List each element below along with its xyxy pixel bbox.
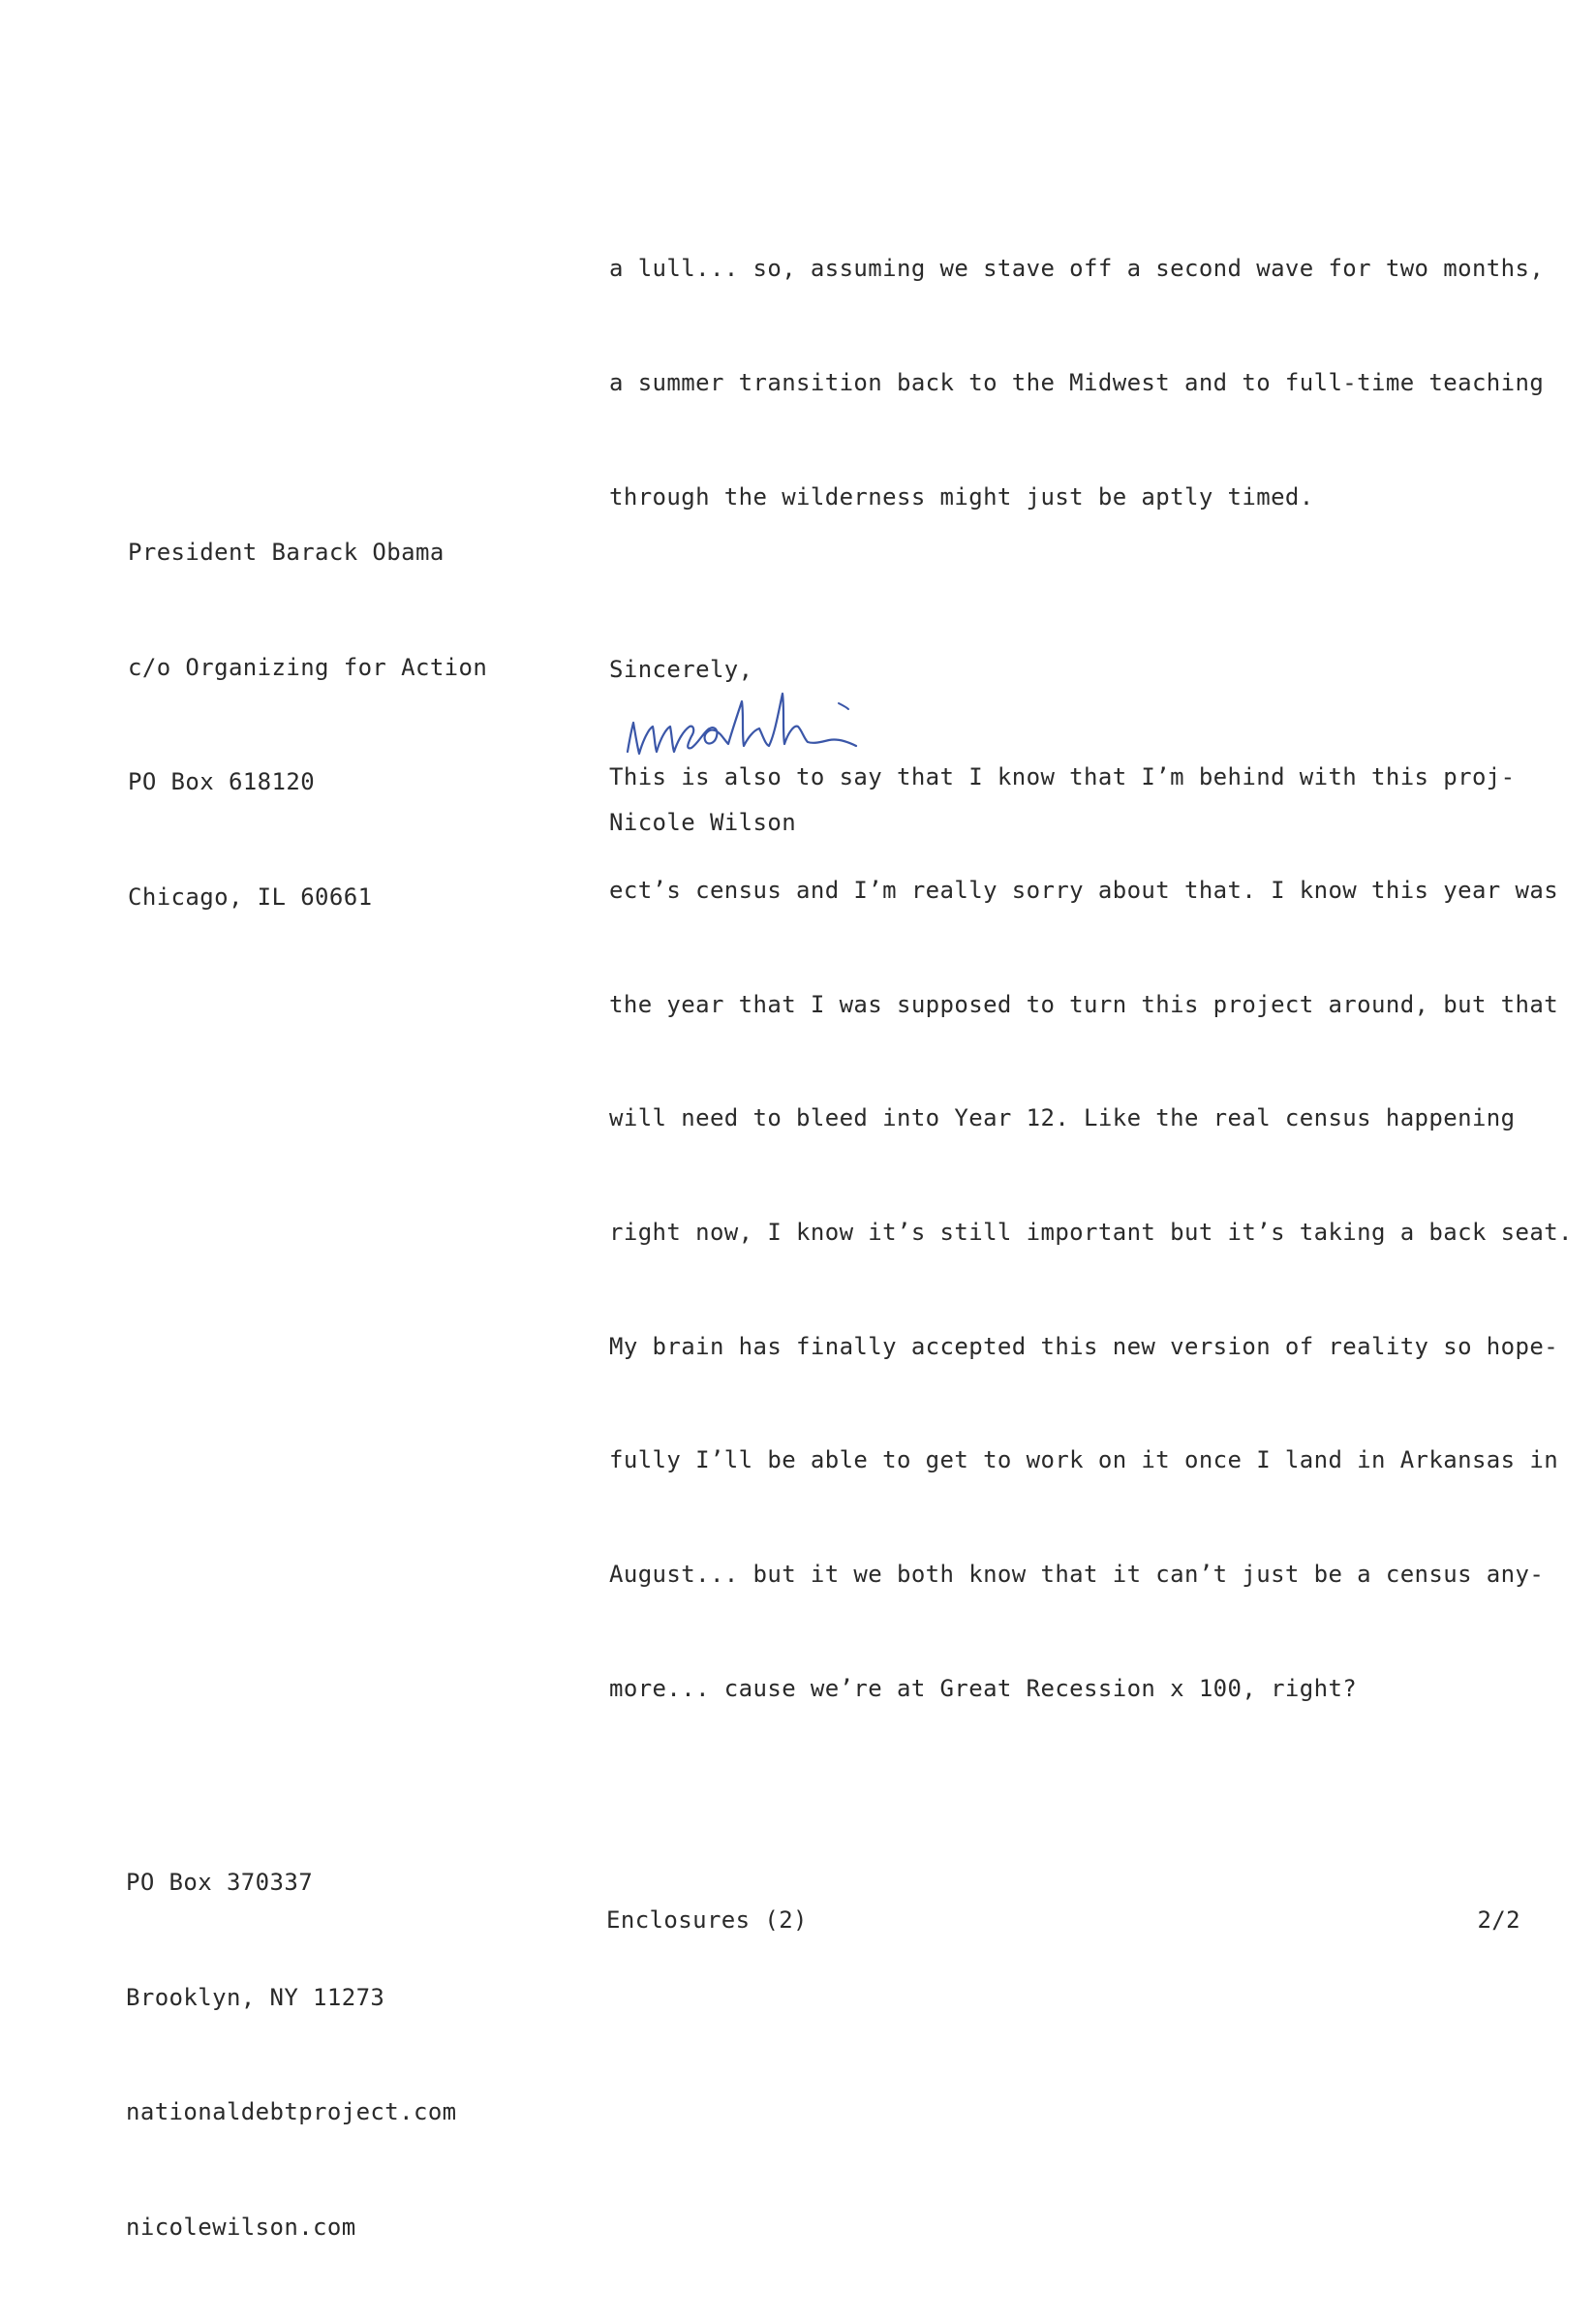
body-line: August... but it we both know that it can’t just be a census any- (609, 1560, 1545, 1588)
page-number: 2/2 (1477, 1906, 1520, 1934)
body-line: a lull... so, assuming we stave off a second wave for two months, (609, 255, 1545, 283)
body-line: right now, I know it’s still important but it’s taking a back seat. (609, 1219, 1573, 1247)
closing-salutation: Sincerely, (609, 656, 753, 683)
recipient-line: PO Box 618120 (128, 768, 316, 795)
body-line: fully I’ll be able to get to work on it once I land in Arkansas in (609, 1446, 1559, 1474)
body-line: more... cause we’re at Great Recession x 100, right? (609, 1674, 1358, 1702)
sender-website: nationaldebtproject.com (126, 2098, 457, 2125)
recipient-line: Chicago, IL 60661 (128, 883, 373, 911)
recipient-address (128, 457, 487, 993)
sender-address (126, 1787, 457, 2323)
body-line: will need to bleed into Year 12. Like the real census happening (609, 1104, 1516, 1132)
letter-body (609, 120, 1573, 1838)
sender-line: PO Box 370337 (126, 1869, 314, 1896)
body-line: This is also to say that I know that I’m behind with this proj- (609, 762, 1516, 790)
body-paragraph (609, 682, 1573, 1783)
enclosures-note: Enclosures (2) (606, 1906, 808, 1934)
body-line: the year that I was supposed to turn this project around, but that (609, 990, 1559, 1018)
body-line: My brain has finally accepted this new version of reality so hope- (609, 1332, 1559, 1360)
recipient-line: President Barack Obama (128, 539, 445, 566)
recipient-line: c/o Organizing for Action (128, 653, 488, 681)
body-line: through the wilderness might just be aptly timed. (609, 482, 1314, 511)
body-line: a summer transition back to the Midwest and to full-time teaching (609, 369, 1545, 397)
body-line: ect’s census and I’m really sorry about that. I know this year was (609, 877, 1559, 905)
handwritten-signature (624, 676, 934, 773)
signer-name: Nicole Wilson (609, 809, 797, 836)
body-paragraph (609, 174, 1545, 592)
sender-line: Brooklyn, NY 11273 (126, 1983, 385, 2011)
sender-website: nicolewilson.com (126, 2213, 356, 2241)
